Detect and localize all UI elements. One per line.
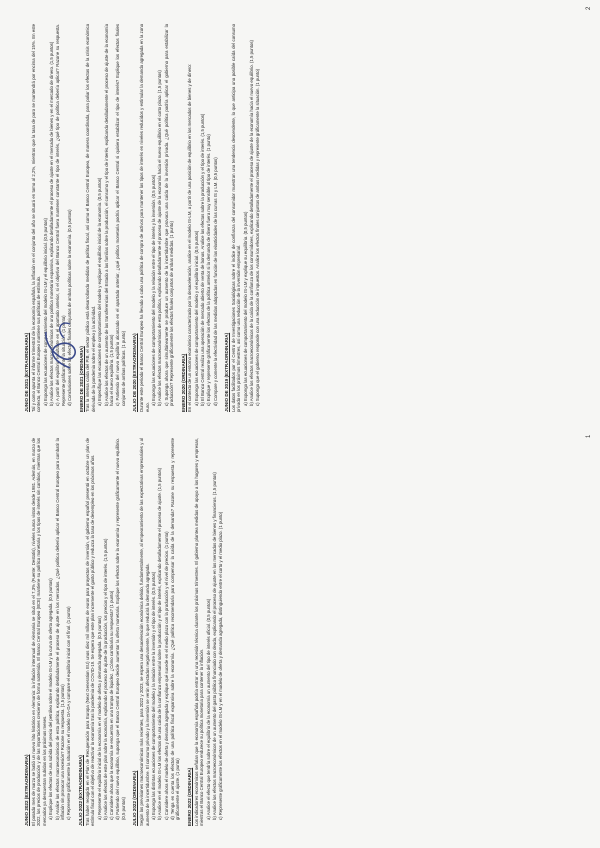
section-heading: ENERO 2020 (ORDINARIA) [180, 353, 186, 412]
question-item: a) Exponga las ecuaciones de comportamiento del modelo y la relación entre el tipo de interés y la inversión. (0,5 puntos) [151, 174, 157, 406]
paragraph: Tras haber recogido en el Plan de Recuperación para Europa (Next Generation EU) unos diez mil millones de euros para proyectos de inversión, el gobierno español presentó en octubre un plan de estímulo fiscal con el objetivo de reactivar la economía tras la pandemia de COVID-19. Se espera que este plan incremente el gasto público y reduzca la tasa de desempleo en los próximos años. [84, 438, 96, 826]
paragraph: Durante este periodo el Banco Central Europeo ha llevado a cabo una política de compra de activos para mantener los tipos de interés en niveles reducidos y estimular la demanda agregada en la zona euro. [139, 24, 150, 412]
question-item: b) Analice los efectos de este plan sobre la economía, explicando el proceso de ajuste de la producción, los precios y el tipo de interés. (1,5 puntos) [102, 538, 108, 820]
question-item: c) Suponga que el gobierno responde con una reducción de impuestos. Analice los efectos finales conjuntos de ambas medidas y represente gráficamente la situación. (1 punto) [255, 68, 261, 406]
question-item: b) El Banco Central realiza una operación de mercado abierto de venta de bonos. Analice los efectos sobre la producción y el tipo de interés. (1,5 puntos) [200, 113, 206, 406]
page-number-left: 1 [586, 434, 592, 438]
question-item: c) Represente gráficamente los efectos en el modelo IS-LM y en el modelo de oferta y demanda agregada, distinguiendo entre el corto y el medio plazo. (1 punto) [218, 511, 224, 820]
question-item: b) Analice los efectos de un aumento de las transferencias del Estado a las familias sobre la producción, el consumo y el tipo de interés, explicando detalladamente el proceso de ajuste de la economía hacia el nuevo equilibrio. (1,5 puntos) [103, 24, 115, 406]
question-item: b) Analice los efectos macroeconómicos de esta política, explicando detalladamente el proceso de ajuste de la economía hacia el nuevo equilibrio en el corto plazo. (1,5 puntos) [157, 70, 163, 406]
question-item: a) Especifique las ecuaciones de comportamiento del modelo y explique el equilibrio inicial de la economía. (0,5 puntos) [97, 177, 103, 406]
question-item: b) Analice los efectos macroeconómicos de una política monetaria expansiva, explicando detalladamente el proceso de ajuste en el mercado de bienes y en el mercado de dinero. (1,5 puntos) [48, 41, 54, 406]
question-item: c) Suponga ahora que simultáneamente se produce un aumento de la incertidumbre que provoca una caída de la inversión privada. ¿Qué política podría aplicar el gobierno para estabilizar la producción? Represente gráficamente los efectos finales conjuntos de ambas medidas. (1 punto) [163, 24, 175, 406]
question-item: c) Partiendo del nuevo equilibrio alcanzado en el apartado anterior, ¿qué política monetaria podría aplicar el Banco Central si quisiera estabilizar el tipo de interés? Explique los efectos finales conjuntos de ambas políticas. (1 punto) [115, 24, 126, 406]
question-item: c) Explique y represente gráficamente los efectos de la política anterior si la demanda de dinero fuera muy sensible al tipo de interés. (1 punto) [206, 134, 212, 406]
handwritten-doodle [30, 308, 90, 378]
section-heading: JUNIO DE 2021 (EXTRAORDINARIA) [24, 332, 29, 412]
question-item: c) A partir del equilibrio resultante en el apartado anterior, si el objetivo del Banco Central fuera mantener constante el tipo de interés, ¿qué tipo de política debería aplicar? Razone su respuesta. Represente gráficamente la situación. (1 punto) [55, 24, 66, 406]
question-item: b) Analice en el modelo IS-LM los efectos de una caída de la confianza empresarial sobre la producción y el tipo de interés, explicando detalladamente el proceso de ajuste. (1,5 puntos) [157, 467, 163, 820]
section-heading: ENERO 2022 (ORDINARIA) [187, 767, 192, 826]
question-item: a) Exponga las ecuaciones de comportamiento del modelo IS-LM y el equilibrio inicial. (0,5 puntos) [42, 218, 48, 406]
paragraph: El pasado mes de marzo se batió un nuevo hito histórico en Alemania: la inflación interanual de Alemania se situó en el 7,3% (Fuente: Destatis), niveles nunca vistos desde 1981. Además, en marzo de 2022, los precios de producción y de las importaciones crecieron de forma sostenida. El Banco Central Europeo (BCE) mantiene su política monetaria y los tipos de interés sin cambios, mientras que los mercados ya descuentan subidas en los próximos meses. [30, 438, 47, 826]
question-item: b) Analice los efectos macroeconómicos de un aumento del gasto público financiado con deuda, explicando el proceso de ajuste en los mercados de bienes y financieros. (1,5 puntos) [211, 472, 217, 820]
left-column [18, 438, 224, 826]
question-item: a) Analice el efecto que tendría sobre el equilibrio de la economía un aumento del tipo de interés oficial. (0,5 puntos) [205, 598, 211, 820]
paragraph: Según las previsiones macroeconómicas más recientes, para 2022 y 2023, se espera una desaceleración económica debido, fundamentalmente, al empeoramiento de las expectativas empresariales y al aumento de la incertidumbre. El consumo privado y la inversión se verán afectados negativamente, lo que reducirá la demanda agregada. [139, 438, 150, 826]
paragraph: Los indicadores económicos señalan que la economía española podría entrar en una recesión técnica durante los próximos trimestres. El gobierno plantea medidas de apoyo a los hogares y empresas, mientras el Banco Central Europeo endurece su política monetaria para contener la inflación. [193, 438, 205, 826]
page-number-right: 2 [586, 6, 592, 10]
question-item: d) Compare y comente la efectividad de las medidas adoptadas en función de las elasticidades de las curvas IS y LM. (0,5 puntos) [212, 157, 218, 406]
paragraph: Los datos facilitados por el Centro de Investigaciones Sociológicas sobre el índice de confianza del consumidor muestran una tendencia descendente, lo que anticipa una posible caída del consumo privado en los próximos trimestres, así como una reducción de la inversión empresarial. [230, 24, 242, 412]
question-item: a) Exponga las distintas ecuaciones de comportamiento del modelo y la relación entre la inversión y el tipo de interés. (0,5 puntos) [151, 571, 157, 820]
paragraph: En el contexto de un entorno económico caracterizado por la desaceleración, analice en el modelo IS-LM, a partir de una posición de equilibrio en los mercados de bienes y de dinero: [187, 63, 193, 412]
question-item: d) Partiendo del nuevo equilibrio, suponga que el Banco Central Europeo decide aumentar la oferta monetaria. Explique los efectos sobre la economía y represente gráficamente el nuevo equilibrio. (0,5 puntos) [115, 438, 126, 820]
section-heading: JUNIO DE 2019 (EXTRAORDINARIA) [224, 332, 230, 412]
section-heading: JULIO DE 2020 (EXTRAORDINARIA) [132, 333, 138, 412]
section-heading: JULIO 2022 (EXTRAORDINARIA) [77, 755, 83, 826]
question-item: d) Conclusiones sobre los efectos finales conjuntos de ambas políticas sobre la economía. (0,5 puntos) [66, 209, 72, 406]
question-item: c) Represente gráficamente la situación en el modelo OA-DA y compare el equilibrio inicial con el final. (1 punto) [66, 606, 72, 820]
section-heading: JUNIO 2022 (EXTRAORDINARIA) [24, 754, 29, 826]
question-item: a) Represente el equilibrio inicial de la economía en el modelo de oferta y demanda agregada. (0,5 puntos) [96, 616, 102, 820]
question-item: c) Considere ahora que la economía se encuentra en una trampa de liquidez. ¿Cómo cambiaría su respuesta? (1 punto) [109, 590, 115, 820]
section-heading: JULIO 2022 (ORDINARIA) [132, 770, 138, 826]
question-item: a) Exponga las ecuaciones de comportamiento del modelo IS-LM y explique su equilibrio. (0,5 puntos) [242, 211, 248, 406]
section-heading: ENERO DE 2021 (ORDINARIA) [78, 346, 84, 412]
question-item: c) Considere ahora el modelo de oferta y demanda agregada y explique qué sucede en el medio plazo con la producción y el nivel de precios. (1 punto) [163, 531, 169, 820]
question-item: d) Tenga en cuenta los efectos de una política fiscal expansiva sobre la economía. ¿Qué política recomendaría para compensar la caída de la demanda? Razone su respuesta y represente gráficamente el ajuste. (1 punto) [169, 438, 181, 820]
paragraph: Tras la intensa caída del PIB, el sector público está desarrollando medidas de política fiscal, así como el Banco Central Europeo, de manera coordinada, para paliar los efectos de la crisis económica derivada de la pandemia sobre el empleo y la actividad. [85, 24, 96, 412]
question-item: b) Analice los efectos macroeconómicos de la caída de la confianza de los consumidores, explicando detalladamente el proceso de ajuste de la economía hacia el nuevo equilibrio. (1,5 puntos) [249, 40, 255, 406]
question-item: a) Explique los efectos de una subida del precio del petróleo sobre el modelo IS-LM y la curva de oferta agregada. (0,5 puntos) [48, 578, 54, 820]
question-item: b) Analice los efectos macroeconómicos de esta política, explicando detalladamente el proceso de ajuste en los mercados. ¿Qué política debería aplicar el Banco Central Europeo para combatir la inflación sin provocar una recesión? Razone su respuesta. (1,5 puntos) [54, 438, 66, 820]
question-item: a) Exponga las ecuaciones de comportamiento del modelo y el equilibrio inicial. (0,5 puntos) [194, 230, 199, 406]
paragraph: Tal y como apunta el informe trimestral de la economía española, la inflación en el conjunto del año se situará en torno al 2,2%, mientras que la tasa de paro se mantendrá por encima del 15%. En este contexto, el Banco Central Europeo mantiene sus políticas de estímulo. [30, 24, 42, 412]
